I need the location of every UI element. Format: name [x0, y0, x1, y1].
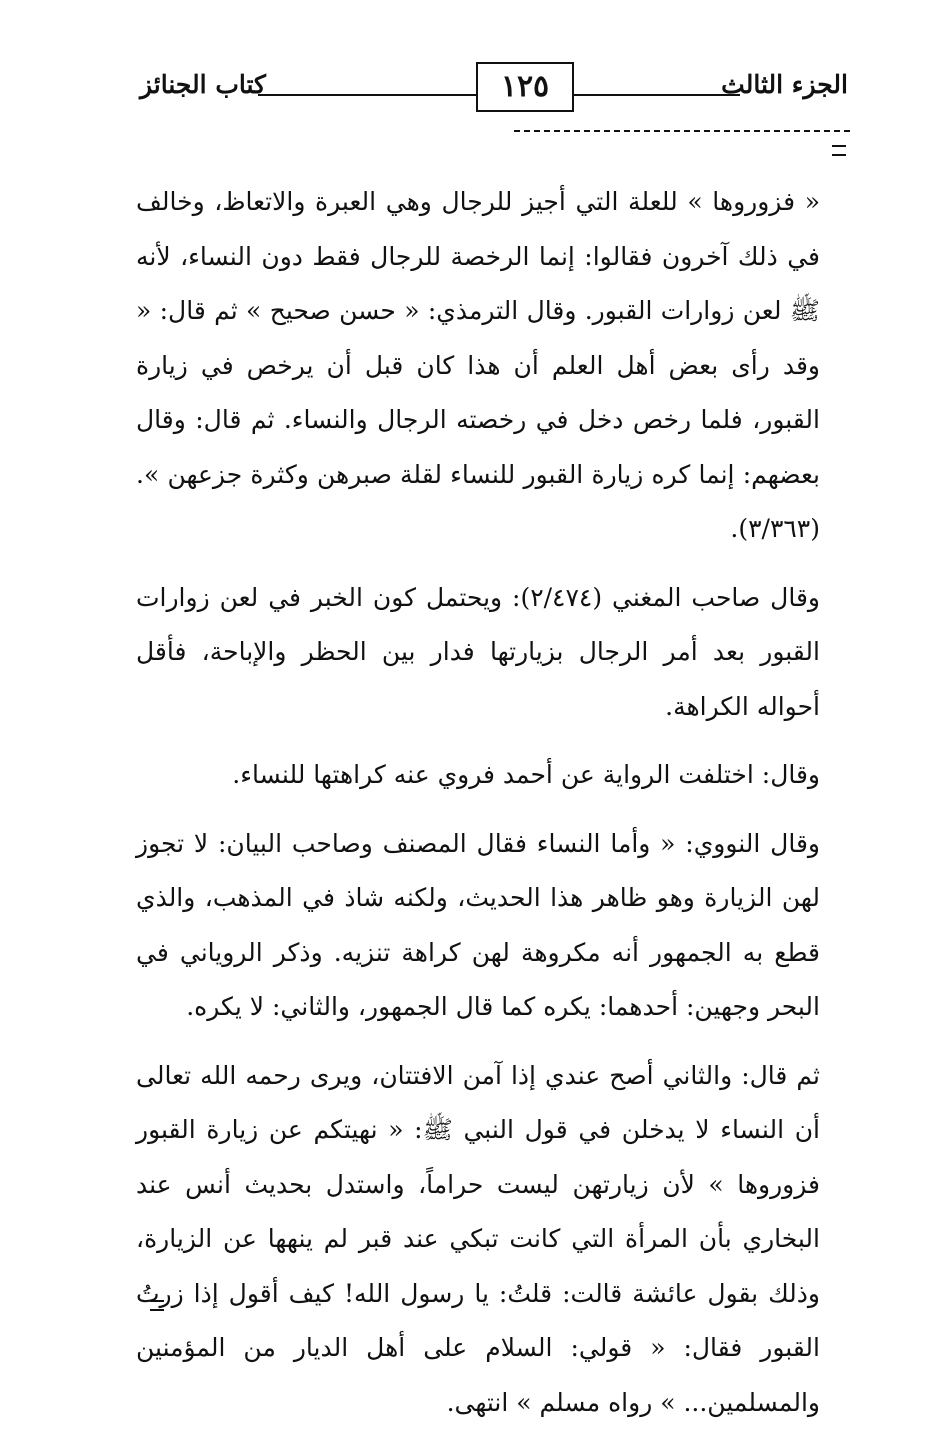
paragraph-5: ثم قال: والثاني أصح عندي إذا آمن الافتتان، ويرى رحمه الله تعالى أن النساء لا يدخلن في قول النبي ﷺ: « نهيتكم عن زيارة القبور فزوروها » لأن زيارتهن ليست حراماً، واستدل بحديث أنس عند البخاري بأن المرأة التي كانت تبكي عند قبر لم ينهها عن الزيارة، وذلك بقول عائشة قالت: قلتُ: يا رسول الله! كيف أقول إذا زرتُ القبور فقال: « قولي: السلام على أهل الديار من المؤمنين والمسلمين... » رواه مسلم » انتهى. [136, 1049, 820, 1430]
book-title: كتاب الجنائز [140, 70, 266, 99]
section-mark-top [832, 145, 846, 156]
paragraph-3: وقال: اختلفت الرواية عن أحمد فروي عنه كراهتها للنساء. [136, 748, 820, 803]
volume-title: الجزء الثالث [721, 70, 848, 99]
page-number: ١٢٥ [476, 62, 574, 112]
section-mark-bottom [150, 1300, 164, 1311]
paragraph-2: وقال صاحب المغني (٢/٤٧٤): ويحتمل كون الخبر في لعن زوارات القبور بعد أمر الرجال بزيارتها فدار بين الحظر والإباحة، فأقل أحواله الكراهة. [136, 571, 820, 735]
header-rule-left [258, 94, 476, 96]
page-header [140, 62, 848, 122]
paragraph-4: وقال النووي: « وأما النساء فقال المصنف وصاحب البيان: لا تجوز لهن الزيارة وهو ظاهر هذا الحديث، ولكنه شاذ في المذهب، والذي قطع به الجمهور أنه مكروهة لهن كراهة تنزيه. وذكر الروياني في البحر وجهين: أحدهما: يكره كما قال الجمهور، والثاني: لا يكره. [136, 817, 820, 1035]
page-body [136, 175, 820, 1430]
paragraph-1: « فزوروها » للعلة التي أجيز للرجال وهي العبرة والاتعاظ، وخالف في ذلك آخرون فقالوا: إنما الرخصة للرجال فقط دون النساء، لأنه ﷺ لعن زوارات القبور. وقال الترمذي: « حسن صحيح » ثم قال: « وقد رأى بعض أهل العلم أن هذا كان قبل أن يرخص في زيارة القبور، فلما رخص دخل في رخصته الرجال والنساء. ثم قال: وقال بعضهم: إنما كره زيارة القبور للنساء لقلة صبرهن وكثرة جزعهن ». (٣/٣٦٣). [136, 175, 820, 557]
header-dashed-rule [514, 130, 850, 132]
